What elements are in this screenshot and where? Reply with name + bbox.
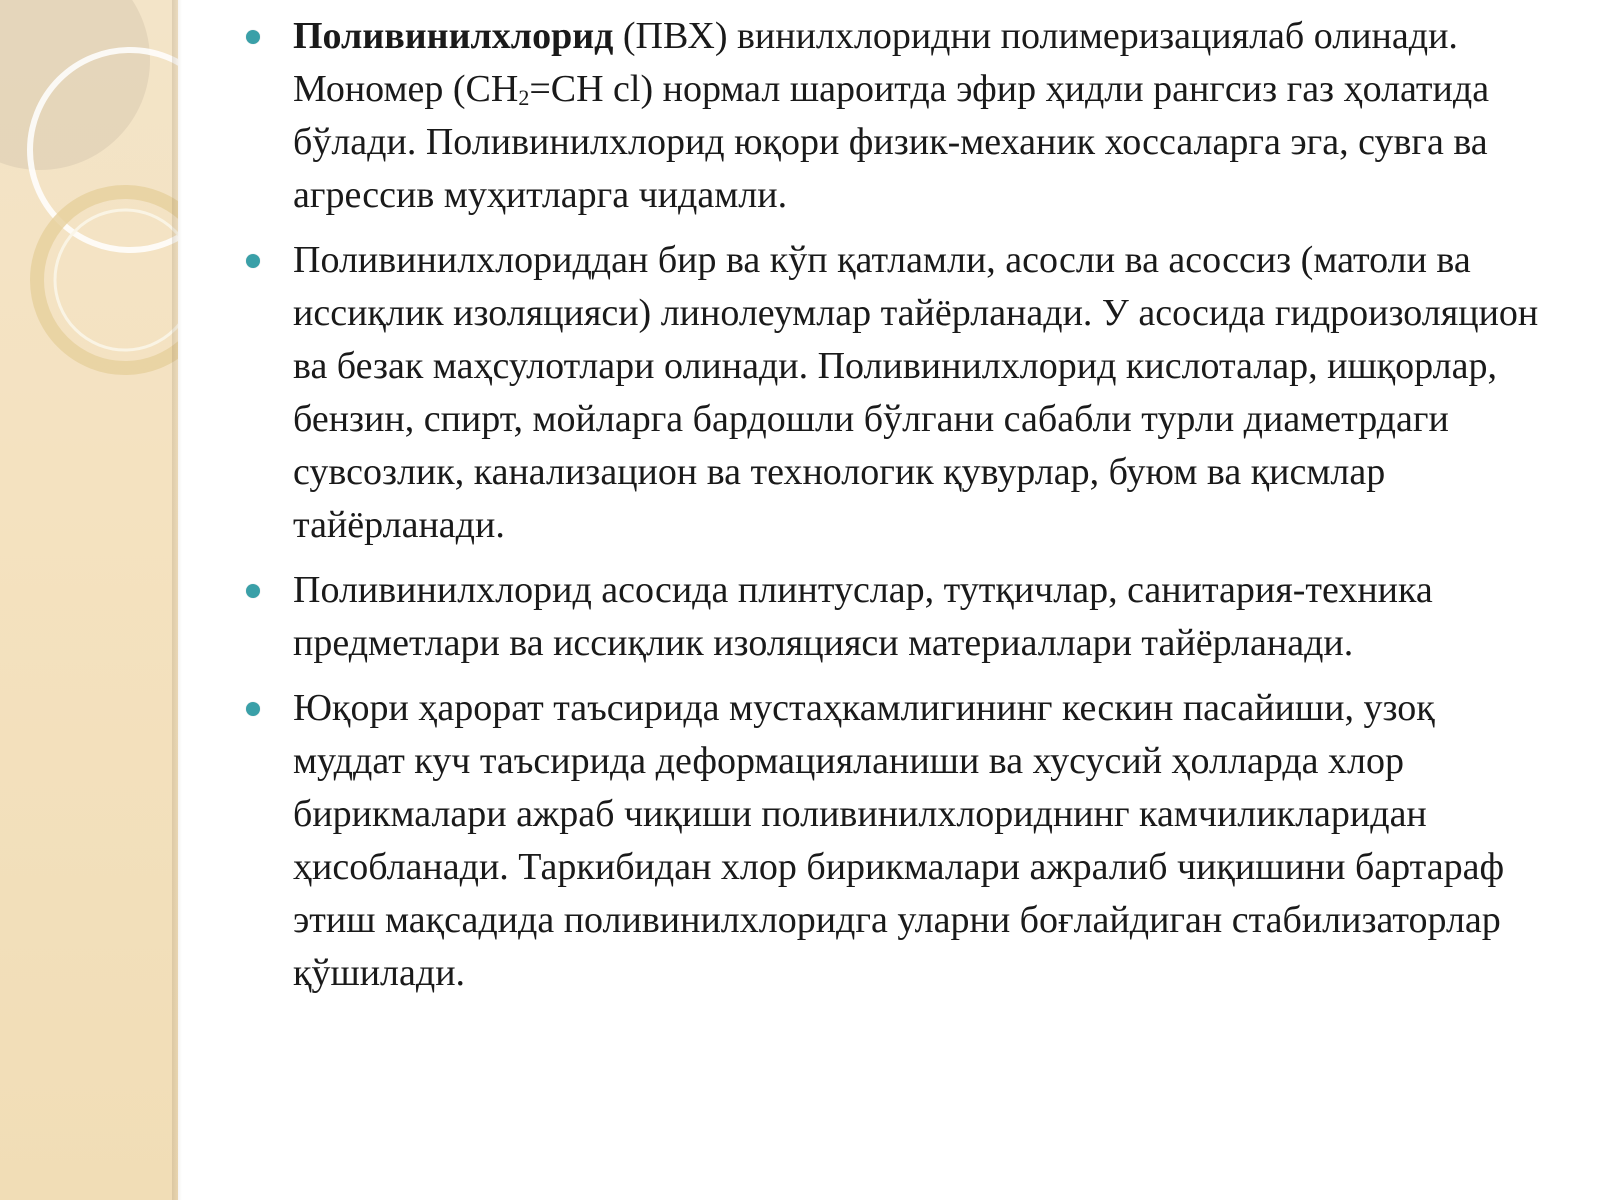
bold-term: Поливинилхлорид <box>293 15 614 57</box>
bullet-item <box>240 10 1540 222</box>
decorative-rings <box>0 0 178 1200</box>
bullet-dot-icon <box>246 30 260 44</box>
bullet-text: =CH cl) нормал шароитда эфир ҳидли рангсиз газ ҳолатида бўлади. Поливинилхлорид юқори физик-механик хоссаларга эга, сувга ва агрессив муҳитларга чидамли. <box>293 68 1490 216</box>
bullet-dot-icon <box>246 584 260 598</box>
bullet-dot-icon <box>246 254 260 268</box>
bullet-item <box>240 564 1540 670</box>
subscript: 2 <box>518 85 530 110</box>
bullet-text: Поливинилхлорид асосида плинтуслар, тутқичлар, санитария-техника предметлари ва иссиқлик изоляцияси материаллари тайёрланади. <box>293 569 1433 664</box>
slide-content <box>240 10 1540 1012</box>
bullet-item <box>240 682 1540 1000</box>
decorative-side-panel <box>0 0 178 1200</box>
bullet-dot-icon <box>246 702 260 716</box>
side-panel-shadow <box>172 0 182 1200</box>
bullet-text: Юқори ҳарорат таъсирида мустаҳкамлигининг кескин пасайиши, узоқ муддат куч таъсирида деформацияланиши ва хусусий ҳолларда хлор бирикмалари ажраб чиқиши поливинилхлориднинг камчиликларидан ҳисобланади. Таркибидан хлор бирикмалари ажралиб чиқишини бартараф этиш мақсадида поливинилхлоридга уларни боғлайдиган стабилизаторлар қўшилади. <box>293 687 1505 994</box>
bullet-item <box>240 234 1540 552</box>
bullet-text: Поливинилхлориддан бир ва кўп қатламли, асосли ва асоссиз (матоли ва иссиқлик изоляцияси) линолеумлар тайёрланади. У асосида гидроизоляцион ва безак маҳсулотлари олинади. Поливинилхлорид кислоталар, ишқорлар, бензин, спирт, мойларга бардошли бўлгани сабабли турли диаметрдаги сувсозлик, канализацион ва технологик қувурлар, буюм ва қисмлар тайёрланади. <box>293 239 1539 546</box>
bullet-text: (ПВХ) винилхлоридни полимеризациялаб олинади. Мономер (CH <box>293 15 1458 110</box>
